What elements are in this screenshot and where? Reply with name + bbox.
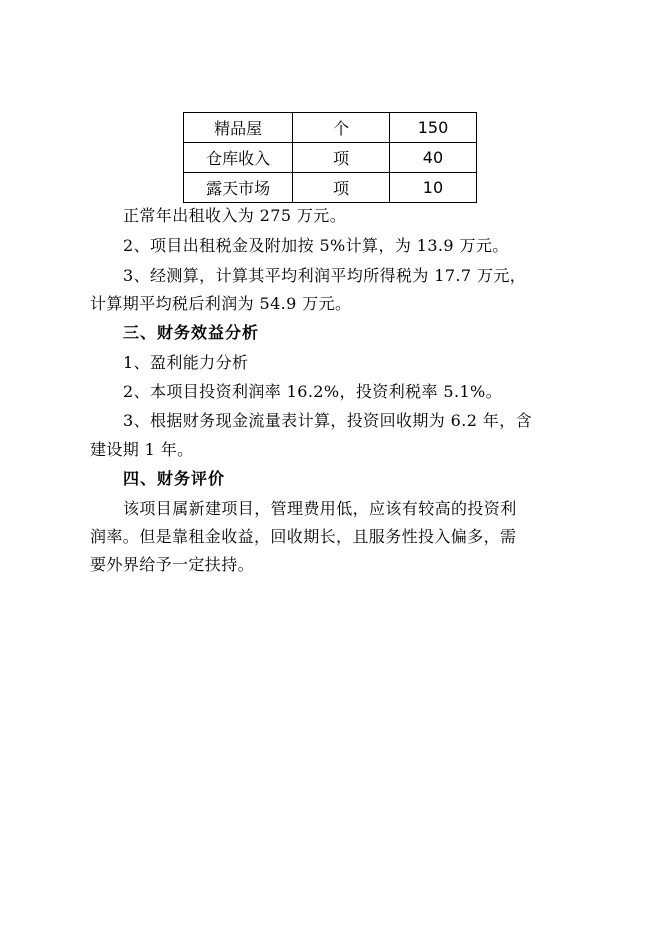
paragraph-evaluation-line-1: 该项目属新建项目，管理费用低，应该有较高的投资利 <box>123 499 517 518</box>
section-heading-financial-evaluation: 四、财务评价 <box>123 469 226 488</box>
table-cell-quantity: 40 <box>389 143 476 173</box>
paragraph-profitability: 1、盈利能力分析 <box>123 353 249 372</box>
paragraph-profit-line-1: 3、经测算，计算其平均利润平均所得税为 17.7 万元， <box>123 266 527 285</box>
table-row <box>184 173 477 203</box>
paragraph-evaluation-line-2: 润率。但是靠租金收益，回收期长，且服务性投入偏多，需 <box>90 527 517 546</box>
paragraph-payback-line-2: 建设期 1 年。 <box>90 440 194 459</box>
table-cell-item: 露天市场 <box>184 173 293 203</box>
paragraph-investment-rates: 2、本项目投资利润率 16.2%，投资利税率 5.1%。 <box>123 382 503 401</box>
table-cell-unit: 个 <box>293 113 390 143</box>
table-cell-item: 精品屋 <box>184 113 293 143</box>
paragraph-payback-line-1: 3、根据财务现金流量表计算，投资回收期为 6.2 年，含 <box>123 411 532 430</box>
table-row <box>184 143 477 173</box>
table-row <box>184 113 477 143</box>
table-cell-quantity: 150 <box>389 113 476 143</box>
table-cell-item: 仓库收入 <box>184 143 293 173</box>
table-cell-unit: 项 <box>293 143 390 173</box>
paragraph-evaluation-line-3: 要外界给予一定扶持。 <box>90 555 255 574</box>
table-cell-quantity: 10 <box>389 173 476 203</box>
paragraph-rental-income: 正常年出租收入为 275 万元。 <box>123 206 347 225</box>
paragraph-profit-line-2: 计算期平均税后利润为 54.9 万元。 <box>90 294 352 313</box>
table-cell-unit: 项 <box>293 173 390 203</box>
section-heading-financial-analysis: 三、财务效益分析 <box>123 323 260 342</box>
rental-income-table <box>183 112 477 203</box>
paragraph-tax: 2、项目出租税金及附加按 5%计算，为 13.9 万元。 <box>123 236 509 255</box>
